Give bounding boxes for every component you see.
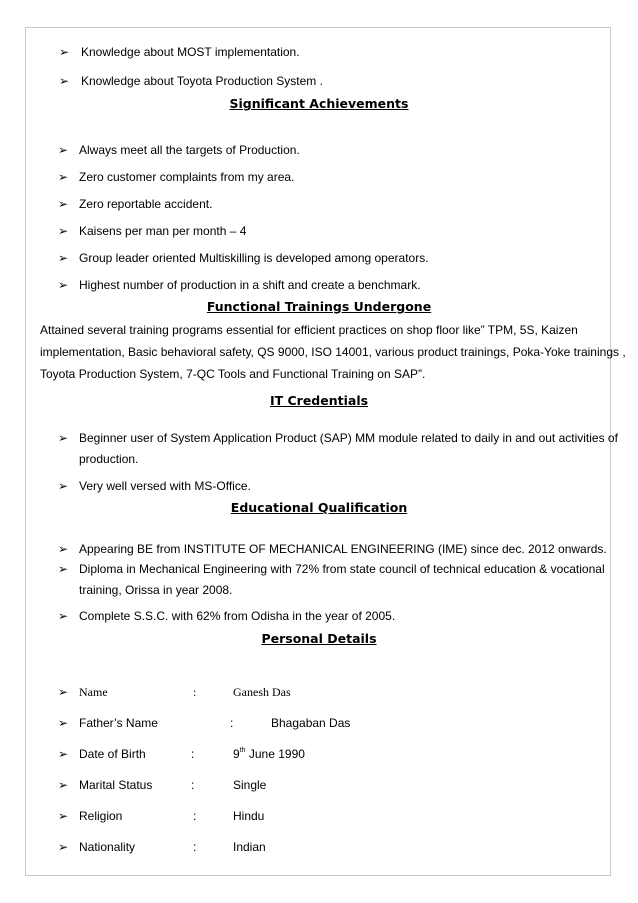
- trainings-line: implementation, Basic behavioral safety, QS 9000, ISO 14001, various product trainings, Poka-Yoke trainings ,: [40, 345, 626, 359]
- dob-value: [233, 747, 305, 761]
- education-item: Complete S.S.C. with 62% from Odisha in the year of 2005.: [79, 609, 396, 623]
- skill-most: Knowledge about MOST implementation.: [81, 45, 300, 59]
- skill-tps: Knowledge about Toyota Production System .: [81, 74, 323, 88]
- separator: :: [193, 809, 197, 823]
- bullet-icon: ➢: [58, 479, 69, 493]
- nationality-label: Nationality: [79, 840, 136, 854]
- it-item-continued: production.: [79, 452, 139, 466]
- bullet-icon: ➢: [58, 224, 69, 238]
- bullet-icon: ➢: [58, 431, 69, 445]
- bullet-icon: ➢: [58, 562, 69, 576]
- bullet-icon: ➢: [58, 809, 69, 823]
- bullet-icon: ➢: [58, 778, 69, 792]
- bullet-icon: ➢: [58, 542, 69, 556]
- achievement-item: Kaisens per man per month – 4: [79, 224, 247, 238]
- father-label: Father’s Name: [79, 716, 158, 730]
- bullet-icon: ➢: [58, 197, 69, 211]
- bullet-icon: ➢: [58, 170, 69, 184]
- trainings-heading: Functional Trainings Undergone: [206, 299, 432, 314]
- religion-value: Hindu: [233, 809, 265, 823]
- it-item: Beginner user of System Application Product (SAP) MM module related to daily in and out activities of: [79, 431, 618, 445]
- bullet-icon: ➢: [58, 278, 69, 292]
- achievement-item: Group leader oriented Multiskilling is developed among operators.: [79, 251, 429, 265]
- marital-value: Single: [233, 778, 267, 792]
- separator: :: [230, 716, 234, 730]
- achievement-item: Highest number of production in a shift and create a benchmark.: [79, 278, 421, 292]
- personal-heading: Personal Details: [261, 631, 377, 646]
- bullet-icon: ➢: [58, 840, 69, 854]
- trainings-line: Toyota Production System, 7-QC Tools and Functional Training on SAP”.: [40, 367, 426, 381]
- religion-label: Religion: [79, 809, 123, 823]
- dob-label: Date of Birth: [79, 747, 146, 761]
- bullet-icon: ➢: [58, 685, 69, 699]
- education-item: Diploma in Mechanical Engineering with 72% from state council of technical education & vocational: [79, 562, 605, 576]
- separator: :: [193, 840, 197, 854]
- achievements-heading: Significant Achievements: [229, 96, 409, 111]
- separator: :: [191, 778, 195, 792]
- bullet-icon: ➢: [58, 251, 69, 265]
- education-heading: Educational Qualification: [230, 500, 408, 515]
- it-heading: IT Credentials: [269, 393, 369, 408]
- separator: :: [191, 747, 195, 761]
- dob-month-year: June 1990: [245, 747, 305, 761]
- bullet-icon: ➢: [58, 716, 69, 730]
- separator: :: [193, 685, 197, 699]
- name-label: Name: [79, 685, 108, 699]
- bullet-icon: ➢: [59, 45, 70, 59]
- it-item: Very well versed with MS-Office.: [79, 479, 251, 493]
- marital-label: Marital Status: [79, 778, 153, 792]
- nationality-value: Indian: [233, 840, 266, 854]
- name-value: Ganesh Das: [233, 685, 291, 699]
- trainings-line: Attained several training programs essential for efficient practices on shop floor like” TPM, 5S, Kaizen: [40, 323, 578, 337]
- dob-suffix: th: [239, 747, 246, 754]
- achievement-item: Always meet all the targets of Production.: [79, 143, 300, 157]
- father-value: Bhagaban Das: [271, 716, 351, 730]
- education-item: Appearing BE from INSTITUTE OF MECHANICAL ENGINEERING (IME) since dec. 2012 onwards.: [79, 542, 607, 556]
- bullet-icon: ➢: [59, 74, 70, 88]
- bullet-icon: ➢: [58, 143, 69, 157]
- education-item-continued: training, Orissa in year 2008.: [79, 583, 233, 597]
- achievement-item: Zero reportable accident.: [79, 197, 213, 211]
- bullet-icon: ➢: [58, 747, 69, 761]
- bullet-icon: ➢: [58, 609, 69, 623]
- achievement-item: Zero customer complaints from my area.: [79, 170, 295, 184]
- dob-day: 9: [233, 747, 240, 761]
